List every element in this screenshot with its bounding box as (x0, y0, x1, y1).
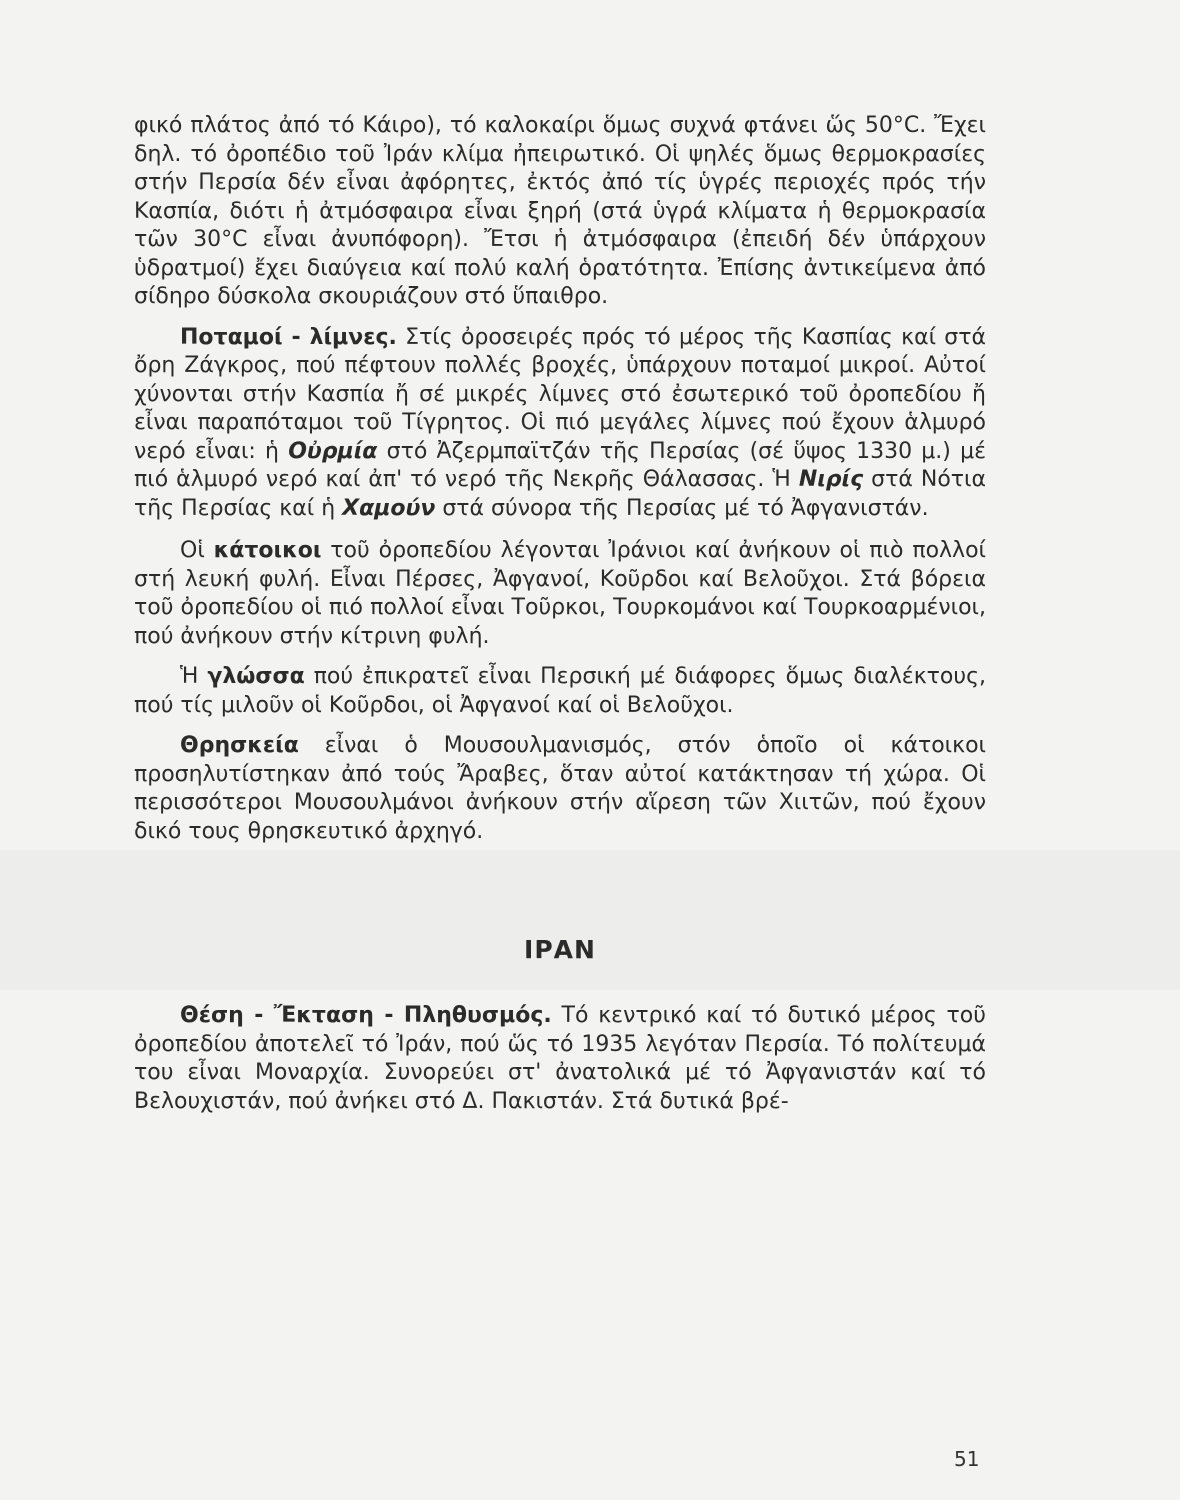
term-position: Θέση - Ἔκταση - Πληθυσμός. (180, 1003, 552, 1028)
lake-hamun: Χαμούν (342, 495, 436, 521)
paragraph-climate: φικό πλάτος ἀπό τό Κάιρο), τό καλοκαίρι ὅμως συχνά φτάνει ὥς 50°C. Ἔχει δηλ. τό ὀροπέδιο τοῦ Ἰράν κλίμα ἠπειρωτικό. Οἱ ψηλές ὅμως θερμοκρασίες στήν Περσία δέν εἶναι ἀφόρητες, ἐκτός ἀπό τίς ὑγρές περιοχές πρός τήν Κασπία, διότι ἡ ἀτμόσφαιρα εἶναι ξηρή (στά ὑγρά κλίματα ἡ θερμοκρασία τῶν 30°C εἶναι ἀνυπόφορη). Ἔτσι ἡ ἀτμόσφαιρα (ἐπειδή δέν ὑπάρχουν ὑδρατμοί) ἔχει διαύγεια καί πολύ καλή ὁρατότητα. Ἐπίσης ἀντικείμενα ἀπό σίδηρο δύσκολα σκουριάζουν στό ὕπαιθρο. (134, 113, 986, 309)
paragraph-language: Ἡ γλώσσα πού ἐπικρατεῖ εἶναι Περσική μέ διάφορες ὅμως διαλέκτους, πού τίς μιλοῦν οἱ Κοῦρδοι, οἱ Ἀφγανοί καί οἱ Βελοῦχοι. (134, 664, 986, 718)
section-title: ΙΡΑΝ (524, 935, 596, 964)
lake-urmia: Οὐρμία (288, 438, 378, 464)
term-rivers-lakes: Ποταμοί - λίμνες. (180, 324, 397, 350)
paragraph-religion: Θρησκεία εἶναι ὁ Μουσουλμανισμός, στόν ὁποῖο οἱ κάτοικοι προσηλυτίστηκαν ἀπό τούς Ἄραβες, ὅταν αὐτοί κατάκτησαν τή χώρα. Οἱ περισσότεροι Μουσουλμάνοι ἀνήκουν στήν αἵρεση τῶν Χιιτῶν, πού ἔχουν δικό τους θρησκευτικό ἀρχηγό. (134, 733, 986, 844)
paragraph-position: Θέση - Ἔκταση - Πληθυσμός. Τό κεντρικό καί τό δυτικό μέρος τοῦ ὀροπεδίου ἀποτελεῖ τό Ἰράν, πού ὥς τό 1935 λεγόταν Περσία. Τό πολίτευμά του εἶναι Μοναρχία. Συνορεύει στ' ἀνατολικά μέ τό Ἀφγανιστάν καί τό Βελουχιστάν, πού ἀνήκει στό Δ. Πακιστάν. Στά δυτικά βρέ- (134, 1003, 986, 1114)
term-inhabitants: κάτοικοι (213, 538, 322, 563)
page-number: 51 (954, 1447, 980, 1471)
page-body (134, 112, 986, 1116)
paragraph-rivers-lakes: Ποταμοί - λίμνες. Στίς ὀροσειρές πρός τό μέρος τῆς Κασπίας καί στά ὄρη Ζάγκρος, πού πέφτουν πολλές βροχές, ὑπάρχουν ποταμοί μικροί. Αὐτοί χύνονται στήν Κασπία ἤ σέ μικρές λίμνες στό ἐσωτερικό τοῦ ὀροπεδίου ἤ εἶναι παραπόταμοι τοῦ Τίγρητος. Οἱ πιό μεγάλες λίμνες πού ἔχουν ἁλμυρό νερό εἶναι: ἡ Οὐρμία στό Ἀζερμπαϊτζάν τῆς Περσίας (σέ ὕψος 1330 μ.) μέ πιό ἁλμυρό νερό καί ἀπ' τό νερό τῆς Νεκρῆς Θάλασσας. Ἡ Νιρίς στά Νότια τῆς Περσίας καί ἡ Χαμούν στά σύνορα τῆς Περσίας μέ τό Ἀφγανιστάν. (134, 324, 987, 521)
lake-niris: Νιρίς (798, 467, 864, 492)
paragraph-inhabitants: Οἱ κάτοικοι τοῦ ὀροπεδίου λέγονται Ἰράνιοι καί ἀνήκουν οἱ πιὸ πολλοί στή λευκή φυλή. Εἶναι Πέρσες, Ἀφγανοί, Κοῦρδοι καί Βελοῦχοι. Στά βόρεια τοῦ ὀροπεδίου οἱ πιό πολλοί εἶναι Τοῦρκοι, Τουρκομάνοι καί Τουρκοαρμένιοι, πού ἀνήκουν στήν κίτρινη φυλή. (134, 538, 986, 649)
term-religion: Θρησκεία (180, 733, 299, 758)
term-language: γλώσσα (207, 664, 305, 689)
